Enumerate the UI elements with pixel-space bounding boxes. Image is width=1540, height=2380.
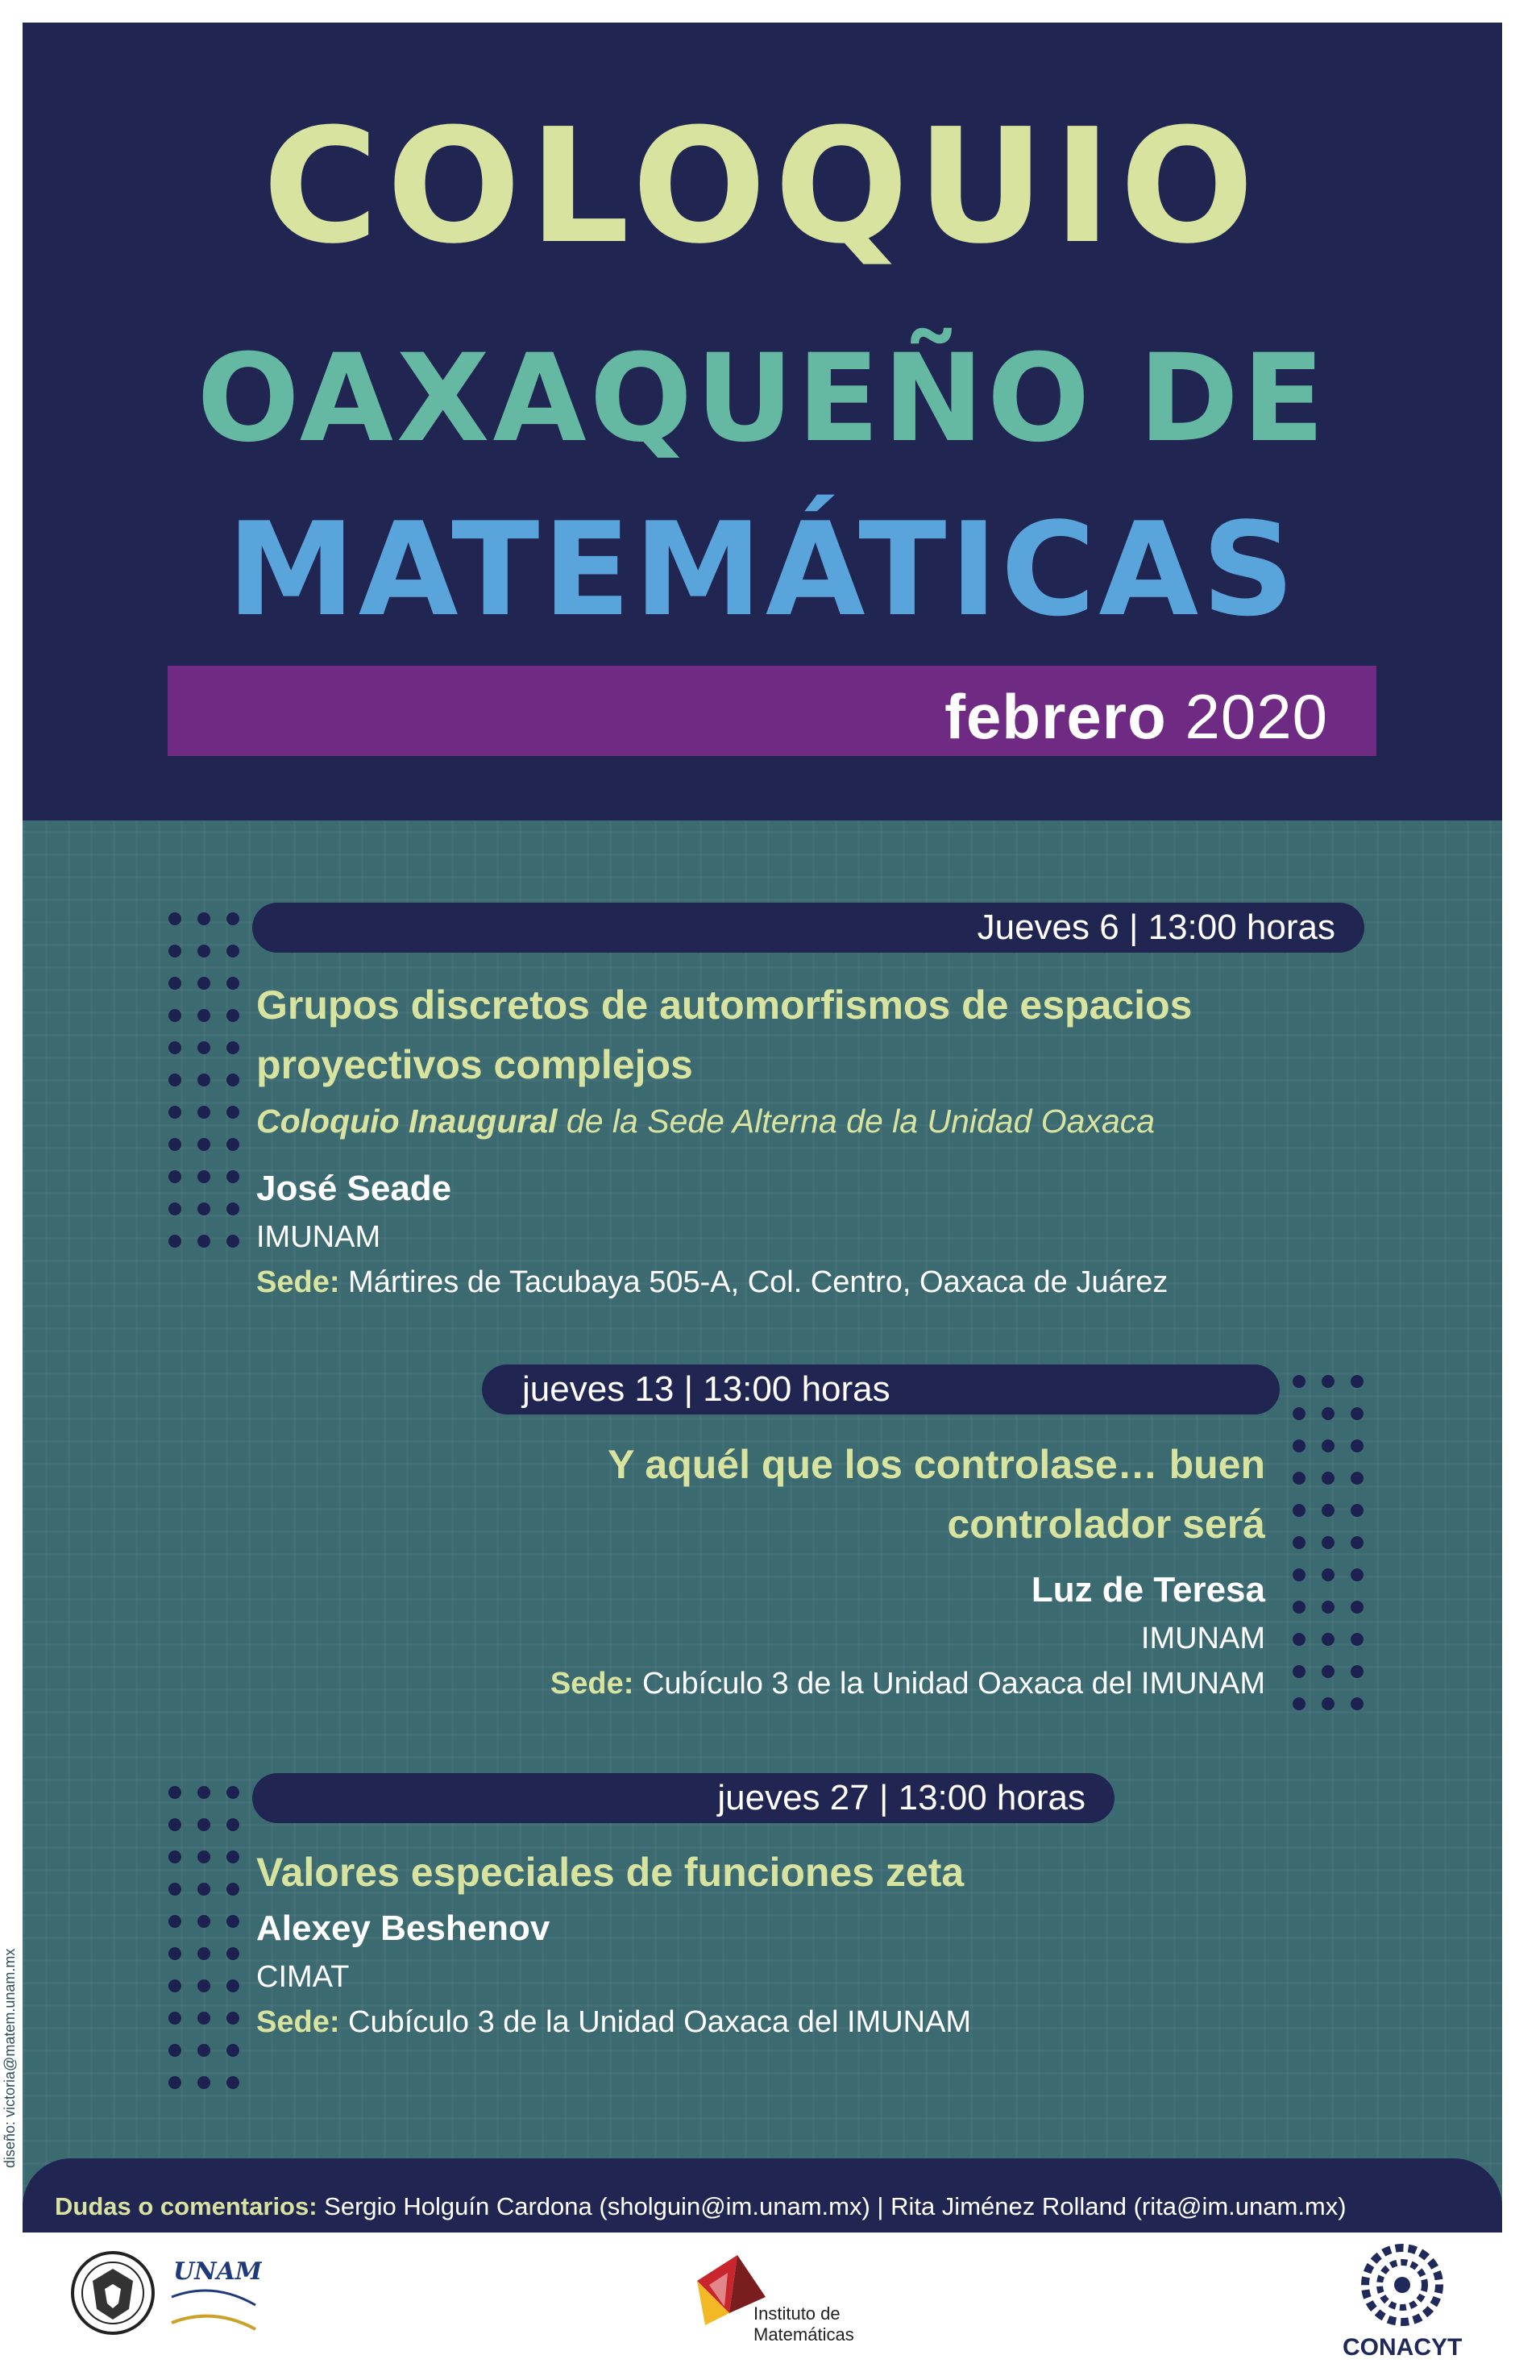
title-line-1: COLOQUIO — [262, 95, 1263, 279]
event-2-venue — [550, 1667, 1265, 1701]
date-month: febrero — [944, 681, 1167, 752]
event-1-venue-label: Sede: — [256, 1265, 340, 1299]
unam-slogan-logo-icon — [165, 2249, 262, 2345]
poster — [23, 23, 1502, 2233]
title-line-3: MATEMÁTICAS — [226, 494, 1298, 645]
event-1-subtitle — [256, 1103, 1155, 1140]
svg-text:UNAM: UNAM — [173, 2257, 262, 2286]
event-2-venue-text: Cubículo 3 de la Unidad Oaxaca del IMUNAM — [633, 1667, 1265, 1701]
event-1-subtitle-rest: de la Sede Alterna de la Unidad Oaxaca — [557, 1103, 1156, 1140]
event-3-date-pill: jueves 27 | 13:00 horas — [252, 1773, 1115, 1823]
event-1-title-line-1: Grupos discretos de automorfismos de espacios — [256, 982, 1193, 1028]
schedule-section — [23, 820, 1502, 2233]
event-1-subtitle-bold: Coloquio Inaugural — [256, 1103, 558, 1140]
conacyt-text: CONACYT — [1343, 2334, 1463, 2361]
footer-label: Dudas o comentarios: — [55, 2192, 318, 2220]
event-3-title: Valores especiales de funciones zeta — [256, 1850, 965, 1895]
event-1-date-pill: Jueves 6 | 13:00 horas — [252, 903, 1364, 953]
event-2-speaker: Luz de Teresa — [1031, 1570, 1265, 1610]
event-2-title-line-1: Y aquél que los controlase… buen — [608, 1442, 1265, 1487]
unam-seal-icon — [68, 2249, 157, 2337]
event-date — [944, 680, 1328, 754]
event-2-title-line-2: controlador será — [947, 1502, 1265, 1547]
event-3-venue-text: Cubículo 3 de la Unidad Oaxaca del IMUNAM — [339, 2005, 972, 2039]
im-logo-text-2: Matemáticas — [753, 2324, 854, 2345]
date-bar — [168, 666, 1376, 756]
header — [23, 23, 1502, 820]
dots-decoration-3 — [164, 1784, 244, 2107]
event-2-date-pill: jueves 13 | 13:00 horas — [482, 1364, 1280, 1414]
dots-decoration-2 — [1288, 1373, 1368, 1728]
event-2-venue-label: Sede: — [550, 1667, 634, 1701]
event-3-venue — [256, 2005, 971, 2040]
event-3-institution: CIMAT — [256, 1960, 350, 1994]
event-1-venue-text: Mártires de Tacubaya 505-A, Col. Centro, Oaxaca de Juárez — [339, 1265, 1168, 1299]
event-1-title-line-2: proyectivos complejos — [256, 1042, 693, 1087]
event-1-speaker: José Seade — [256, 1169, 452, 1208]
date-year: 2020 — [1185, 681, 1328, 752]
conacyt-logo-icon — [1358, 2241, 1447, 2329]
event-3-speaker: Alexey Beshenov — [256, 1909, 550, 1948]
title-line-2: OAXAQUEÑO DE — [197, 329, 1328, 469]
footer-contacts-text: Sergio Holguín Cardona (sholguin@im.unam.mx) | Rita Jiménez Rolland (rita@im.unam.mx) — [317, 2192, 1347, 2220]
event-1-venue — [256, 1265, 1168, 1300]
footer-contact-bar — [23, 2158, 1502, 2233]
dots-decoration-1 — [164, 911, 244, 1265]
event-3-venue-label: Sede: — [256, 2005, 340, 2039]
footer-contact — [55, 2192, 1347, 2221]
design-credit: diseño: victoria@matem.unam.mx — [2, 1948, 18, 2168]
event-2-institution: IMUNAM — [1140, 1622, 1265, 1655]
event-1-institution: IMUNAM — [256, 1220, 381, 1254]
im-logo-text-1: Instituto de — [753, 2303, 841, 2324]
